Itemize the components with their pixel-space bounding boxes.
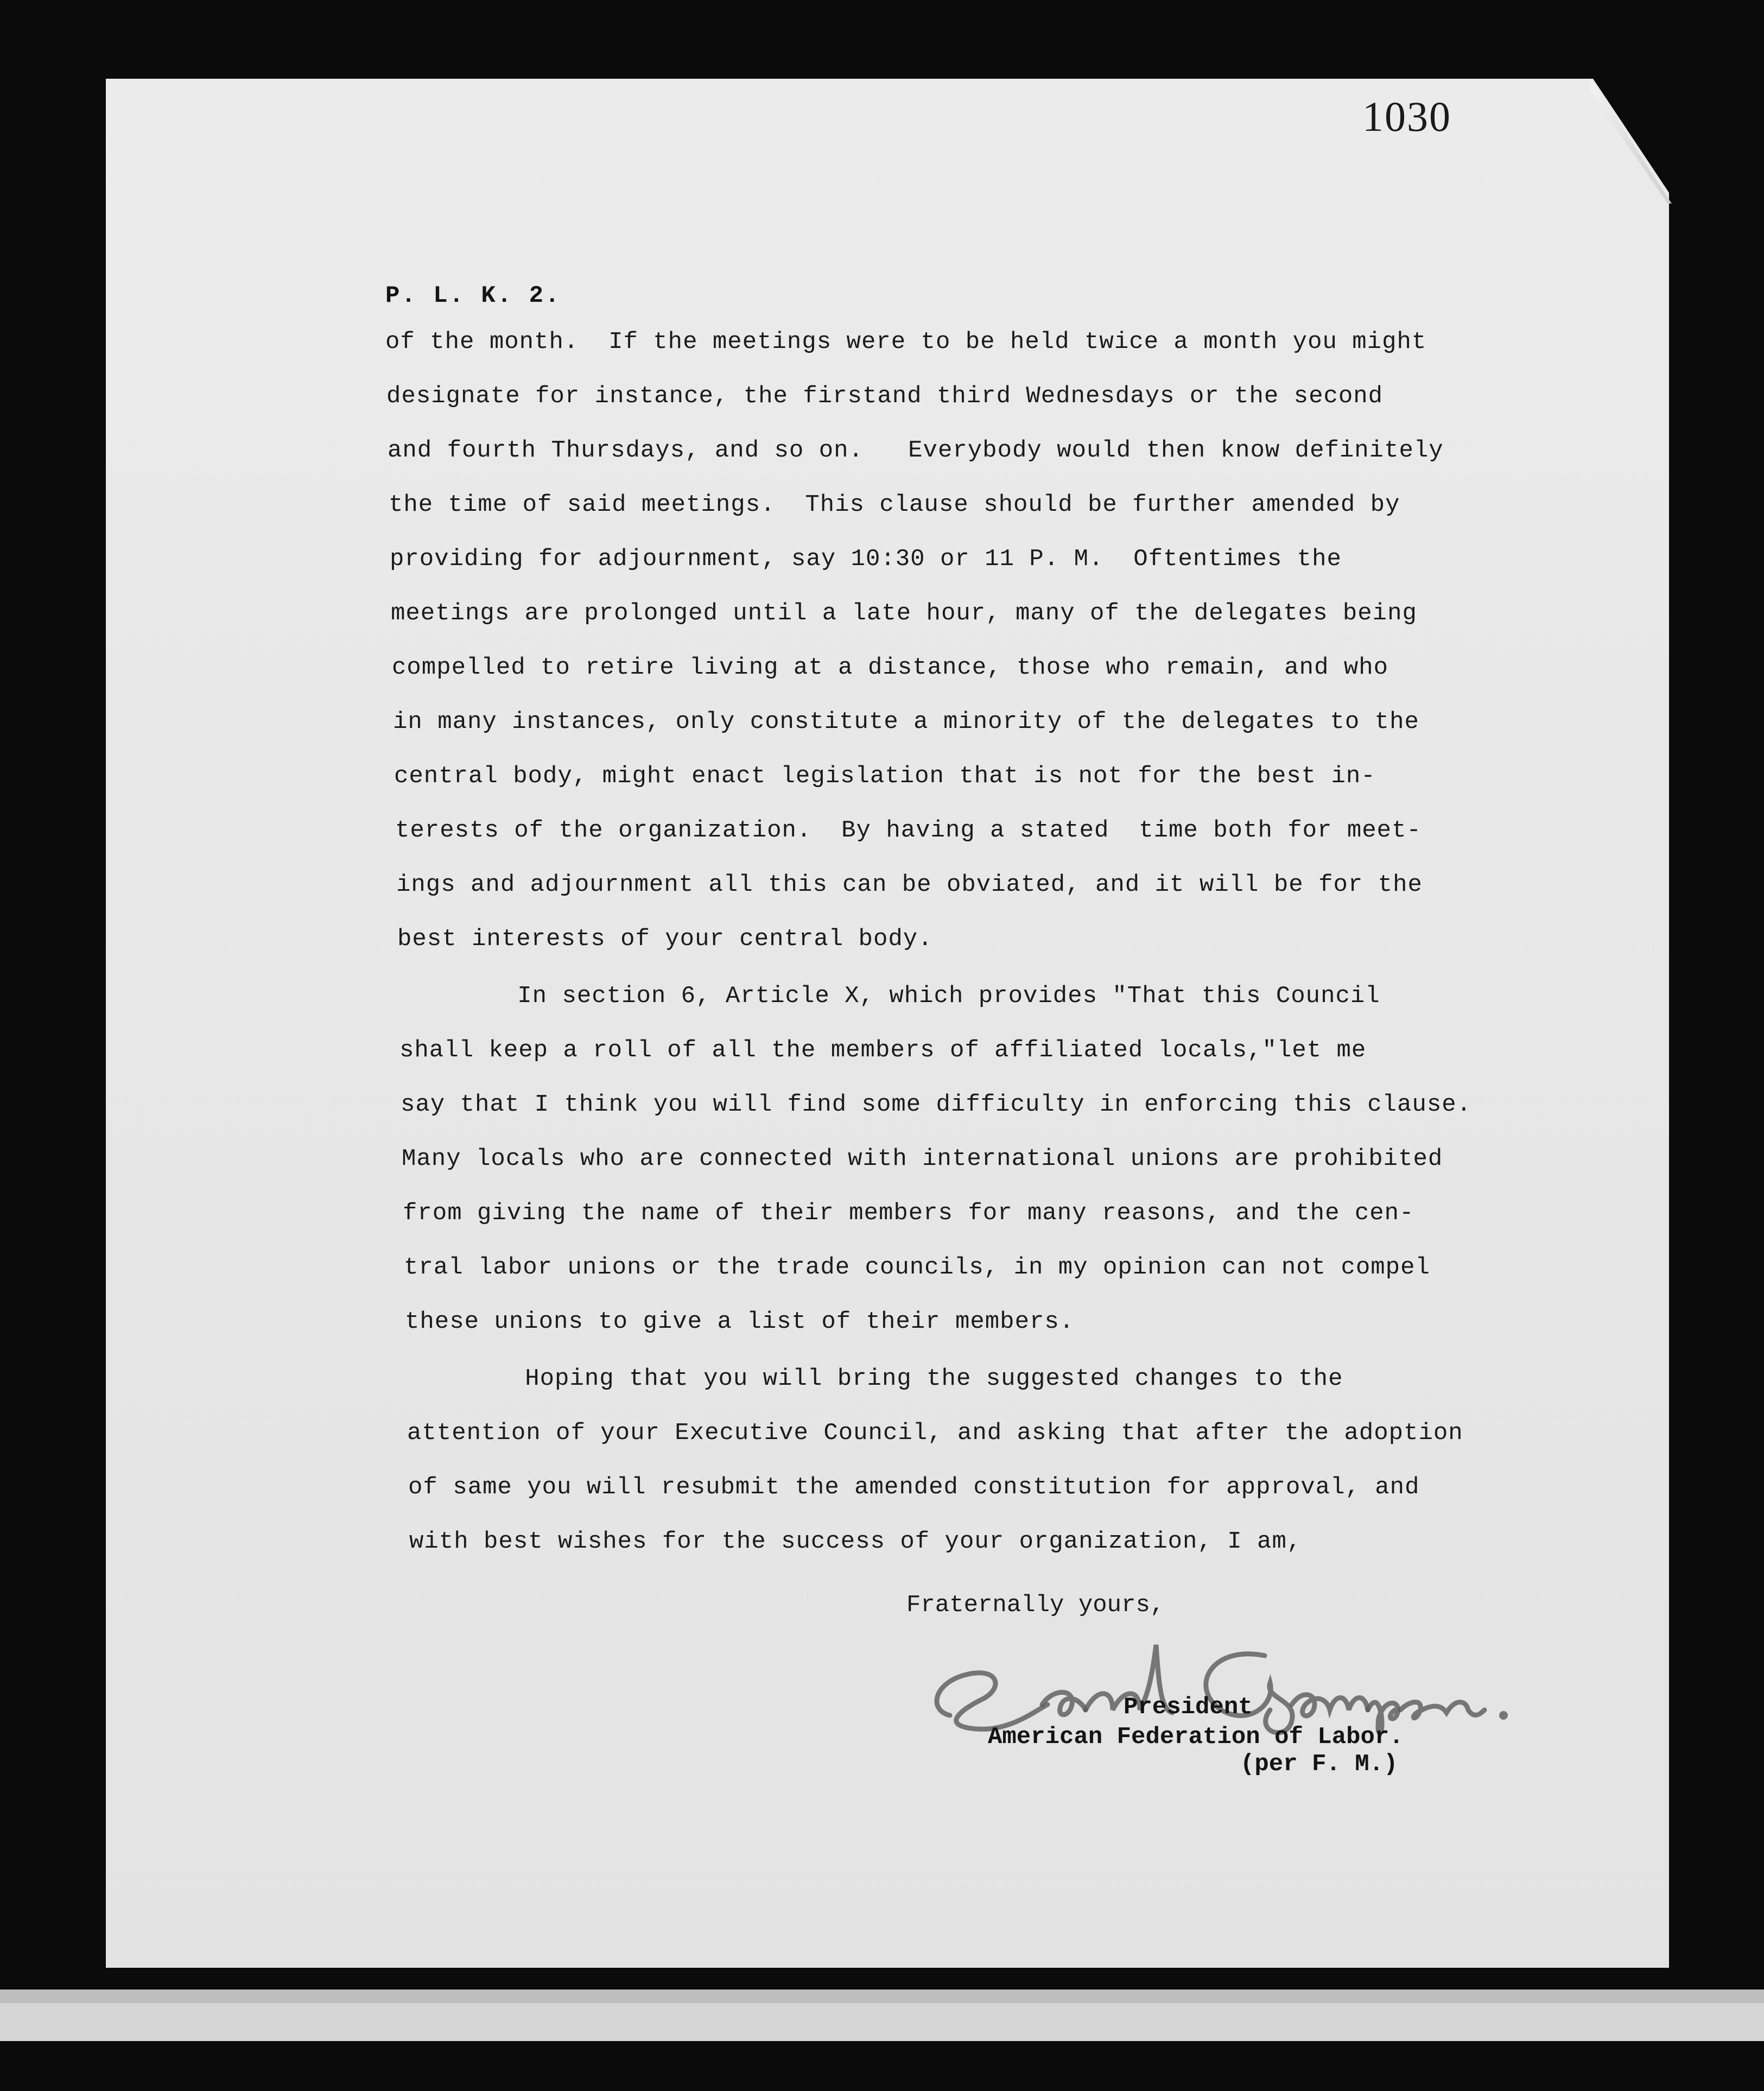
signature-title-president: President xyxy=(1124,1694,1253,1721)
closing-salutation: Fraternally yours, xyxy=(906,1592,1165,1619)
body-line: shall keep a roll of all the members of affiliated locals,"let me xyxy=(399,1037,1367,1064)
body-line: in many instances, only constitute a minority of the delegates to the xyxy=(393,708,1419,736)
body-line: meetings are prolonged until a late hour, many of the delegates being xyxy=(391,600,1417,627)
body-line: tral labor unions or the trade councils, in my opinion can not compel xyxy=(404,1254,1430,1281)
body-line: say that I think you will find some difficulty in enforcing this clause. xyxy=(401,1091,1472,1118)
signature-title-per: (per F. M.) xyxy=(1240,1751,1398,1778)
body-line: and fourth Thursdays, and so on. Everybody would then know definitely xyxy=(388,437,1444,464)
body-line: the time of said meetings. This clause should be further amended by xyxy=(389,491,1400,518)
body-line: providing for adjournment, say 10:30 or 11 P. M. Oftentimes the xyxy=(390,546,1342,573)
page-number: 1030 xyxy=(1362,93,1451,140)
body-line: Hoping that you will bring the suggested changes to the xyxy=(406,1365,1343,1392)
signature-title-organization: American Federation of Labor. xyxy=(988,1724,1404,1751)
letter-page xyxy=(106,79,1669,1968)
body-line: designate for instance, the firstand third Wednesdays or the second xyxy=(386,383,1384,410)
reference-header: P. L. K. 2. xyxy=(385,282,561,309)
body-line: In section 6, Article X, which provides "That this Council xyxy=(398,983,1380,1010)
body-line: central body, might enact legislation that is not for the best in- xyxy=(394,763,1376,790)
body-line: of same you will resubmit the amended constitution for approval, and xyxy=(408,1474,1420,1501)
scan-edge-shadow xyxy=(0,1989,1764,2003)
body-line: from giving the name of their members for many reasons, and the cen- xyxy=(403,1200,1414,1227)
scan-edge-strip xyxy=(0,2003,1764,2041)
body-line: of the month. If the meetings were to be held twice a month you might xyxy=(385,328,1427,356)
body-line: ings and adjournment all this can be obviated, and it will be for the xyxy=(396,871,1423,898)
body-line: best interests of your central body. xyxy=(397,926,933,953)
body-line: these unions to give a list of their members. xyxy=(405,1308,1075,1335)
body-line: compelled to retire living at a distance, those who remain, and who xyxy=(392,654,1389,681)
body-line: attention of your Executive Council, and asking that after the adoption xyxy=(407,1420,1463,1447)
body-line: with best wishes for the success of your organization, I am, xyxy=(409,1528,1302,1555)
body-line: Many locals who are connected with international unions are prohibited xyxy=(402,1145,1443,1173)
body-line: terests of the organization. By having a stated time both for meet- xyxy=(395,817,1422,844)
